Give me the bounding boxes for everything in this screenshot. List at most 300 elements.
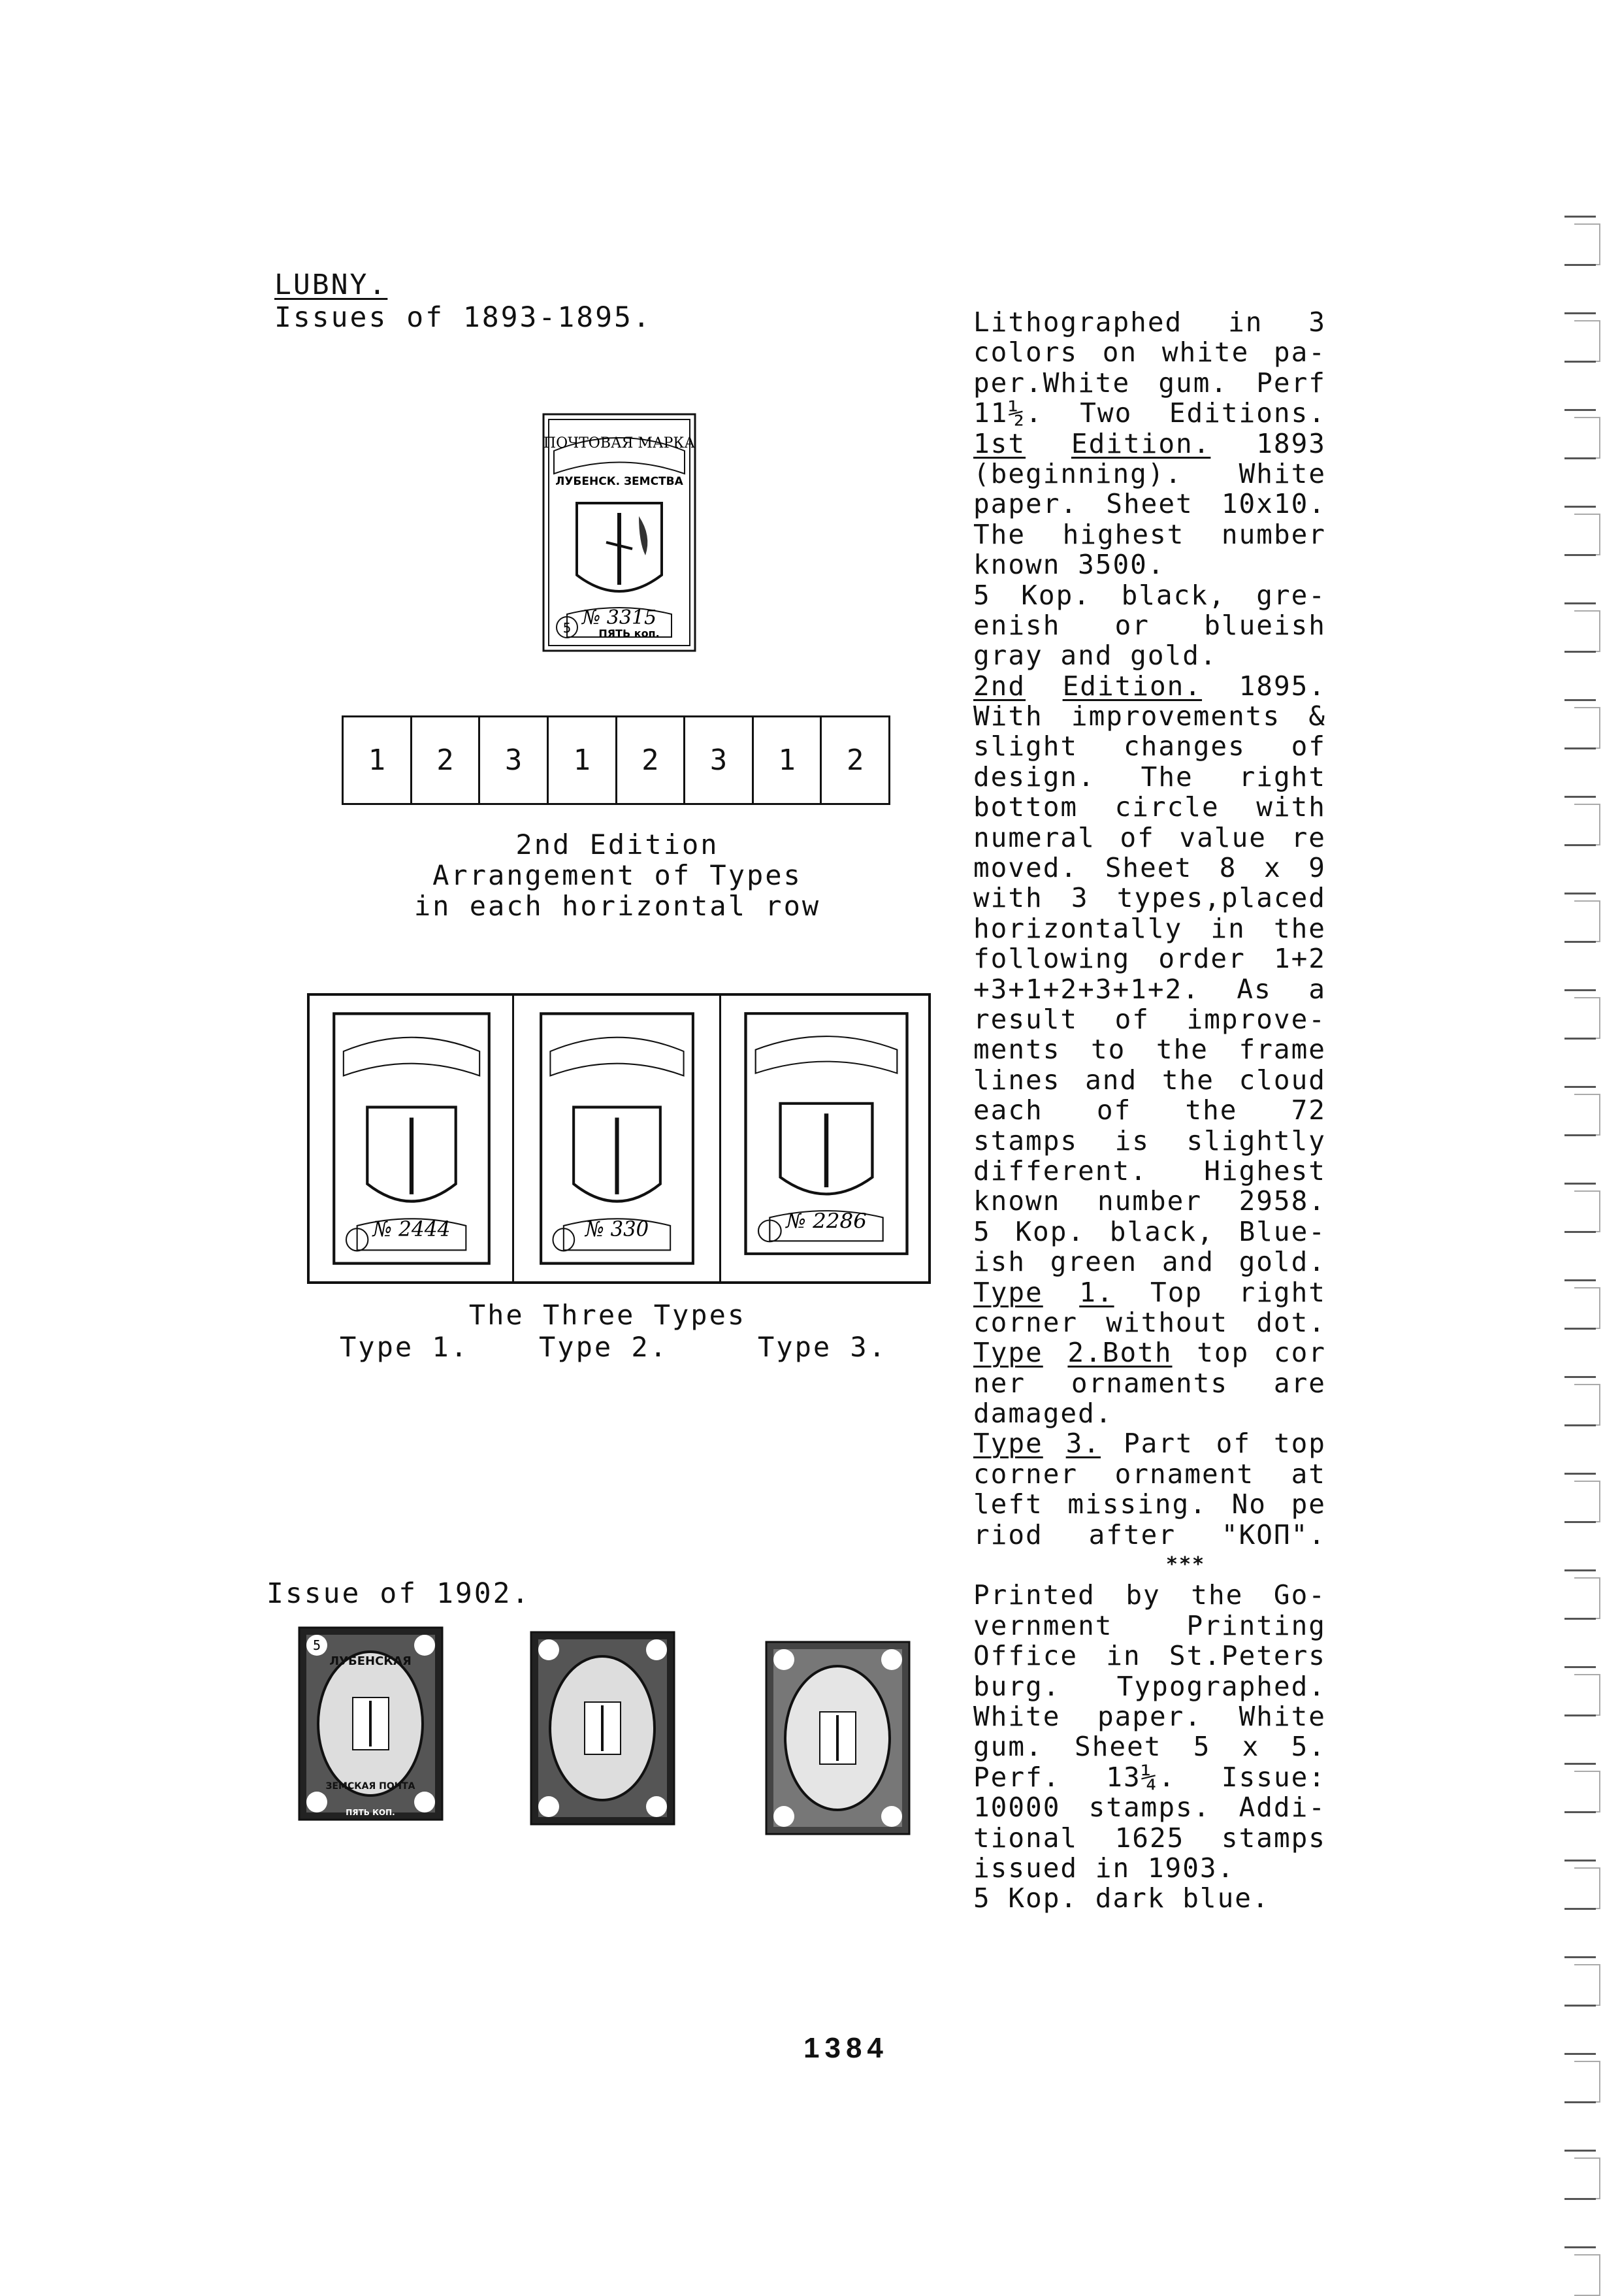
description-line — [973, 1307, 1326, 1337]
description-word: Sheet — [1106, 489, 1193, 519]
description-line — [973, 701, 1326, 731]
section-title: LUBNY. — [274, 269, 388, 301]
description-word: green — [1050, 1247, 1138, 1277]
description-word: after — [1088, 1519, 1176, 1550]
issue-1902-label: Issue of 1902. — [267, 1577, 531, 1610]
description-word: Typographed. — [1116, 1671, 1326, 1701]
description-line — [973, 1247, 1326, 1277]
binder-bracket — [1574, 997, 1600, 1039]
description-word: result — [973, 1004, 1078, 1035]
description-word: paper. — [973, 489, 1078, 519]
description-word: by — [1126, 1580, 1161, 1611]
binder-bracket — [1574, 223, 1600, 265]
description-line — [973, 580, 1326, 610]
binder-bracket — [1574, 1190, 1600, 1232]
type-1-number: № 2444 — [372, 1217, 451, 1242]
description-word: The — [1141, 761, 1193, 793]
description-word: 1895. — [1239, 670, 1326, 702]
description-line — [973, 1337, 1326, 1368]
description-line — [973, 459, 1326, 489]
description-line — [973, 1368, 1326, 1398]
stamp-1902-bottom: ЗЕМСКАЯ ПОЧТА — [325, 1781, 415, 1792]
arrangement-cell: 3 — [480, 717, 549, 803]
description-line — [973, 1520, 1326, 1550]
description-line — [973, 1065, 1326, 1095]
description-line — [973, 1186, 1326, 1216]
description-word: x — [1264, 853, 1282, 883]
description-word: different. — [973, 1155, 1148, 1187]
description-word: without — [1106, 1307, 1229, 1338]
description-word: Addi- — [1239, 1792, 1326, 1823]
binder-mark — [1564, 1618, 1596, 1620]
description-word: White — [973, 1701, 1061, 1732]
description-line — [973, 1701, 1326, 1731]
description-word: changes — [1123, 731, 1246, 762]
description-word: pa- — [1273, 337, 1326, 368]
description-word: known — [973, 1186, 1061, 1217]
binder-mark — [1564, 1328, 1596, 1330]
binder-bracket — [1574, 2254, 1600, 2296]
description-word: ornaments — [1071, 1368, 1229, 1399]
description-word: known — [973, 549, 1078, 580]
description-line — [973, 883, 1326, 913]
binder-mark — [1564, 312, 1596, 314]
binder-mark — [1564, 2150, 1596, 2152]
stamp-type-3 — [741, 1009, 911, 1258]
description-line — [973, 398, 1326, 428]
strip-divider — [719, 996, 721, 1281]
binder-mark — [1564, 1908, 1596, 1910]
description-word: circle — [1114, 792, 1220, 823]
description-line — [973, 307, 1326, 337]
description-line — [973, 1459, 1326, 1489]
description-word: of — [1216, 1428, 1252, 1459]
binder-bracket — [1574, 707, 1600, 749]
binder-mark — [1564, 699, 1596, 701]
description-word: 5. — [1291, 1731, 1326, 1762]
description-line — [973, 913, 1326, 943]
binder-mark — [1564, 941, 1596, 943]
description-word: Go- — [1273, 1580, 1326, 1611]
binder-bracket — [1574, 514, 1600, 555]
description-word: cloud — [1239, 1064, 1326, 1096]
description-word: tional — [973, 1822, 1078, 1853]
description-word: damaged. — [973, 1398, 1113, 1429]
strip-divider — [512, 996, 514, 1281]
binder-bracket — [1574, 804, 1600, 845]
description-word: black, — [1109, 1216, 1214, 1247]
description-word: Issue: — [1221, 1762, 1326, 1793]
description-word: 2nd — [973, 670, 1026, 702]
description-word: or — [1114, 610, 1150, 641]
description-line — [973, 974, 1326, 1004]
binder-mark — [1564, 506, 1596, 508]
description-word: top — [1197, 1337, 1250, 1368]
description-word: ments — [973, 1034, 1061, 1065]
description-word: paper. — [1097, 1701, 1203, 1732]
stamp-value-numeral: 5 — [562, 620, 572, 636]
description-word: and — [1085, 1064, 1138, 1096]
description-word: burg. — [973, 1671, 1061, 1701]
description-word: number — [1097, 1186, 1203, 1217]
binder-bracket — [1574, 1287, 1600, 1329]
arrangement-caption-1: 2nd Edition — [515, 828, 719, 861]
binder-mark — [1564, 1763, 1596, 1765]
description-word: in — [1228, 307, 1263, 338]
type-1-label: Type 1. — [340, 1331, 470, 1363]
binder-mark — [1564, 2053, 1596, 2055]
page-number: 1384 — [803, 2032, 888, 2064]
description-word: with — [973, 883, 1043, 913]
description-word: in — [1095, 1852, 1148, 1884]
description-line — [973, 337, 1326, 367]
description-word: 1903. — [1147, 1852, 1235, 1884]
description-line — [973, 1853, 1326, 1883]
binder-mark — [1564, 1424, 1596, 1426]
description-word: the — [1161, 1064, 1214, 1096]
description-word: improve- — [1186, 1004, 1326, 1035]
description-word: the — [1156, 1034, 1208, 1065]
description-word: Edition. — [1062, 670, 1203, 702]
description-word: 2958. — [1239, 1186, 1326, 1217]
binder-bracket — [1574, 2157, 1600, 2199]
binder-mark — [1564, 554, 1596, 556]
arrangement-cell: 1 — [549, 717, 617, 803]
description-word: improvements — [1071, 701, 1281, 732]
description-word: corner — [973, 1307, 1078, 1338]
description-line — [973, 429, 1326, 459]
description-word: Office — [973, 1641, 1078, 1671]
description-word: White — [1239, 458, 1326, 489]
stamp-1902 — [297, 1626, 444, 1822]
description-word: 3 — [1071, 883, 1089, 913]
description-word: gold. — [1239, 1247, 1326, 1277]
description-word: of — [1291, 731, 1326, 762]
description-line — [973, 1762, 1326, 1792]
binder-mark — [1564, 796, 1596, 798]
description-line — [973, 1004, 1326, 1034]
description-word: 5 — [973, 1883, 1009, 1914]
description-word: Printing — [1186, 1610, 1326, 1641]
description-word: slight — [973, 731, 1078, 762]
description-word: following — [973, 943, 1131, 974]
description-line — [973, 610, 1326, 640]
description-word: 1st — [973, 428, 1026, 459]
description-word: Perf. — [973, 1762, 1061, 1793]
binder-mark — [1564, 1956, 1596, 1958]
description-line — [973, 1823, 1326, 1853]
description-word: 3. — [1065, 1428, 1101, 1459]
description-word: of — [1120, 822, 1155, 853]
binder-mark — [1564, 1521, 1596, 1523]
description-word: gum. — [1158, 367, 1229, 399]
description-line — [973, 1428, 1326, 1458]
binder-bracket — [1574, 1867, 1600, 1909]
binder-mark — [1564, 1376, 1596, 1378]
binder-bracket — [1574, 900, 1600, 942]
description-line — [973, 823, 1326, 853]
description-word: Part — [1123, 1428, 1193, 1459]
description-line — [973, 1580, 1326, 1610]
description-word: gre- — [1256, 580, 1326, 610]
description-word: 5 — [973, 1216, 991, 1247]
arrangement-cell: 2 — [412, 717, 481, 803]
description-word: 5 — [973, 580, 991, 610]
stamp-value-text: ПЯТЬ коп. — [598, 627, 660, 640]
binder-mark — [1564, 1134, 1596, 1136]
description-line — [973, 1126, 1326, 1156]
type-3-label: Type 3. — [758, 1331, 888, 1363]
description-word: No — [1231, 1489, 1267, 1520]
stamp-1902-numeral: 5 — [312, 1637, 321, 1653]
description-word: of — [1114, 1004, 1150, 1035]
stamp-1902 — [764, 1640, 911, 1836]
type-arrangement-row — [342, 715, 890, 805]
arrangement-caption-3: in each horizontal row — [413, 890, 821, 922]
binder-mark — [1564, 651, 1596, 653]
description-word: re — [1291, 822, 1326, 853]
description-word: gray — [973, 640, 1061, 671]
binder-mark — [1564, 893, 1596, 894]
description-word: & — [1308, 701, 1326, 732]
description-word: blueish — [1204, 610, 1326, 641]
binder-bracket — [1574, 1964, 1600, 2006]
stamp-type-2 — [537, 1009, 697, 1268]
binder-mark — [1564, 264, 1596, 266]
description-line — [973, 792, 1326, 822]
description-word: Type — [973, 1277, 1043, 1307]
stamp-1902-value: ПЯТЬ КОП. — [346, 1808, 395, 1817]
description-word: Lithographed — [973, 307, 1183, 338]
stamp-number: № 3315 — [581, 606, 657, 629]
binder-mark — [1564, 1569, 1596, 1571]
description-line — [973, 762, 1326, 792]
description-word: missing. — [1067, 1489, 1207, 1520]
type-2-number: № 330 — [585, 1217, 649, 1242]
binder-mark — [1564, 602, 1596, 604]
stamp-type-1 — [330, 1009, 493, 1268]
type-2-label: Type 2. — [539, 1331, 669, 1363]
binder-bracket — [1574, 1481, 1600, 1522]
binder-mark — [1564, 2005, 1596, 2007]
description-word: vernment — [973, 1610, 1113, 1641]
binder-bracket — [1574, 320, 1600, 362]
description-word: pe — [1291, 1489, 1326, 1520]
description-line — [973, 731, 1326, 761]
arrangement-cell: 3 — [685, 717, 754, 803]
description-word: to — [1090, 1034, 1126, 1065]
description-line — [973, 1883, 1326, 1913]
description-word: 2.Both — [1067, 1337, 1173, 1368]
description-line — [973, 519, 1326, 549]
description-word: value — [1179, 822, 1267, 853]
description-word: left — [973, 1489, 1043, 1520]
description-line — [973, 671, 1326, 701]
description-word: 3 — [1308, 307, 1326, 338]
description-word: 8 — [1219, 853, 1237, 883]
arrangement-cell: 2 — [617, 717, 686, 803]
description-word: White — [1239, 1701, 1326, 1732]
description-word: types,placed — [1116, 883, 1326, 913]
binder-bracket — [1574, 1674, 1600, 1716]
description-word: frame — [1239, 1034, 1326, 1065]
binder-bracket — [1574, 2061, 1600, 2103]
description-word: in — [1106, 1641, 1141, 1671]
stamp-1893 — [541, 412, 698, 653]
description-word: slightly — [1186, 1125, 1326, 1156]
description-word: stamps — [1221, 1822, 1326, 1853]
binder-mark — [1564, 216, 1596, 218]
description-word: Two — [1080, 398, 1133, 429]
binder-bracket — [1574, 1384, 1600, 1426]
description-word: per.White — [973, 367, 1131, 399]
binder-bracket — [1574, 1094, 1600, 1136]
binder-mark — [1564, 1279, 1596, 1281]
description-word: numeral — [973, 822, 1095, 853]
description-word: ner — [973, 1368, 1026, 1399]
description-line — [973, 640, 1326, 670]
description-word: Edition. — [1071, 428, 1211, 459]
binder-bracket — [1574, 1771, 1600, 1812]
description-word: gold. — [1130, 640, 1218, 671]
binder-mark — [1564, 409, 1596, 411]
description-word: each — [973, 1095, 1043, 1126]
description-word: Editions. — [1169, 398, 1326, 429]
description-line — [973, 1156, 1326, 1186]
description-line — [973, 1277, 1326, 1307]
description-word: horizontally — [973, 913, 1183, 944]
description-line — [973, 853, 1326, 883]
description-word: black, — [1121, 580, 1226, 610]
description-word: the — [1191, 1580, 1244, 1611]
stamp-1902-top: ЛУБЕНСКАЯ — [329, 1654, 412, 1668]
description-word: 10000 — [973, 1792, 1061, 1823]
description-line — [973, 549, 1326, 580]
description-line — [973, 943, 1326, 974]
description-word: colors — [973, 337, 1078, 368]
description-line — [973, 1217, 1326, 1247]
description-word: 11½. — [973, 398, 1043, 429]
description-word: With — [973, 701, 1043, 732]
description-word: Sheet — [1105, 853, 1193, 883]
arrangement-caption-2: Arrangement of Types — [432, 859, 802, 891]
section-subtitle: Issues of 1893-1895. — [274, 301, 652, 334]
description-word: gum. — [973, 1731, 1043, 1762]
description-word: 1893 — [1256, 428, 1326, 459]
description-word: right — [1239, 1277, 1326, 1307]
binder-mark — [1564, 989, 1596, 991]
description-word: lines — [973, 1064, 1061, 1096]
binder-mark — [1564, 1860, 1596, 1861]
binder-bracket — [1574, 417, 1600, 459]
description-word: Top — [1150, 1277, 1203, 1307]
binder-bracket — [1574, 610, 1600, 652]
description-word: 1625 — [1114, 1822, 1185, 1853]
description-word: 1+2 — [1273, 943, 1326, 974]
description-line — [973, 489, 1326, 519]
description-word: +3+1+2+3+1+2. — [973, 974, 1200, 1004]
three-types-caption: The Three Types — [468, 1299, 747, 1331]
description-word: in — [1210, 913, 1246, 944]
description-word: Kop. — [1021, 580, 1091, 610]
description-word: "КОП". — [1221, 1519, 1326, 1550]
description-line — [973, 1034, 1326, 1064]
stamp-1902 — [529, 1630, 676, 1826]
description-line — [973, 368, 1326, 398]
description-word: white — [1161, 337, 1250, 368]
arrangement-cell: 1 — [754, 717, 822, 803]
description-word: dark — [1095, 1883, 1183, 1914]
description-word: bottom — [973, 792, 1078, 823]
description-word: 10x10. — [1221, 489, 1326, 519]
binder-mark — [1564, 1473, 1596, 1475]
description-word: number — [1221, 519, 1326, 550]
stamp-district-text: ЛУБЕНСК. ЗЕМСТВА — [555, 475, 683, 488]
description-word: cor — [1273, 1337, 1326, 1368]
description-word: at — [1291, 1458, 1326, 1490]
description-word: the — [1273, 913, 1326, 944]
description-word: ornament — [1114, 1458, 1255, 1490]
description-word: highest — [1062, 519, 1185, 550]
description-word: Type — [973, 1428, 1043, 1459]
binder-mark — [1564, 2101, 1596, 2103]
description-line — [973, 1792, 1326, 1822]
description-line — [973, 1731, 1326, 1762]
description-word: St.Peters — [1169, 1641, 1326, 1671]
binder-mark — [1564, 1811, 1596, 1813]
description-word: and — [1161, 1247, 1214, 1277]
description-word: enish — [973, 610, 1061, 641]
description-word: riod — [973, 1519, 1043, 1550]
binder-mark — [1564, 457, 1596, 459]
description-word: Printed — [973, 1580, 1095, 1611]
description-word: 9 — [1308, 853, 1326, 883]
description-line — [973, 1671, 1326, 1701]
description-column — [973, 307, 1326, 1914]
description-word: Type — [973, 1337, 1043, 1368]
description-word: x — [1242, 1731, 1260, 1762]
description-word: with — [1256, 792, 1326, 823]
stamp-top-text: ПОЧТОВАЯ МАРКА — [543, 435, 696, 451]
binder-mark — [1564, 361, 1596, 363]
description-word: dot. — [1256, 1307, 1326, 1338]
binder-mark — [1564, 2198, 1596, 2200]
description-word: As — [1237, 974, 1272, 1004]
description-word: design. — [973, 761, 1095, 793]
description-word: Highest — [1204, 1155, 1326, 1187]
binder-mark — [1564, 1183, 1596, 1185]
description-line — [973, 1641, 1326, 1671]
description-word: and — [1060, 640, 1131, 671]
description-word: ish — [973, 1247, 1026, 1277]
description-line — [973, 1095, 1326, 1125]
description-word: 1. — [1079, 1277, 1114, 1307]
description-word: on — [1102, 337, 1138, 368]
binder-bracket — [1574, 1577, 1600, 1619]
description-word: Kop. — [1008, 1883, 1095, 1914]
description-word: issued — [973, 1852, 1095, 1884]
arrangement-cell: 2 — [846, 744, 864, 777]
description-line: *** — [1165, 1553, 1206, 1577]
description-word: of — [1096, 1095, 1132, 1126]
binder-mark — [1564, 1038, 1596, 1040]
description-word: right — [1239, 761, 1326, 793]
binder-mark — [1564, 2246, 1596, 2248]
description-word: a — [1308, 974, 1326, 1004]
description-word: 3500. — [1078, 549, 1165, 580]
binder-mark — [1564, 1231, 1596, 1233]
description-word: The — [973, 519, 1026, 550]
